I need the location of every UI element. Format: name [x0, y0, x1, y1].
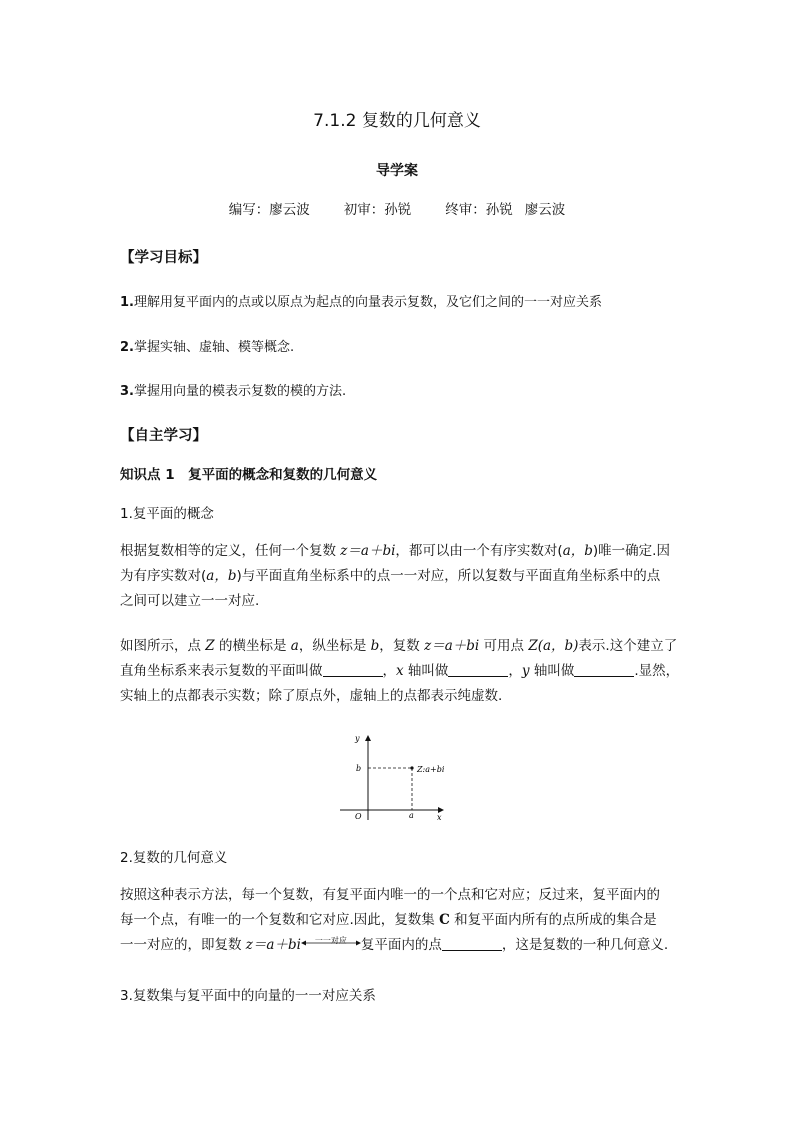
text: )唯一确定.因: [592, 543, 670, 559]
text: 一一对应的，即复数: [120, 937, 246, 953]
writer: 编写：廖云波: [228, 202, 310, 218]
staff-line: [0, 198, 794, 218]
objective-item: [120, 336, 294, 355]
objective-num: 1.: [120, 295, 134, 310]
text: ，复数: [379, 638, 425, 654]
origin-label: O: [355, 812, 362, 821]
text: 表示.这个建立了: [578, 638, 678, 654]
text: 直角坐标系来表示复数的平面叫做: [120, 663, 323, 679]
page-title: 7.1.2 复数的几何意义: [313, 111, 481, 131]
math: a: [290, 638, 299, 654]
objective-item: [120, 291, 602, 310]
a-tick-label: a: [409, 811, 414, 820]
objective-num: 3.: [120, 384, 134, 399]
section-self-study: 【自主学习】: [120, 428, 207, 444]
correspondence-arrow: [301, 935, 361, 949]
text: 之间可以建立一一对应.: [120, 593, 260, 609]
objective-text: 理解用复平面内的点或以原点为起点的向量表示复数，及它们之间的一一对应关系: [133, 295, 602, 310]
page-subtitle: 导学案: [376, 163, 418, 179]
text: 为有序实数对(: [120, 568, 207, 584]
text: 轴叫做: [529, 663, 575, 679]
arrow-label: 一一对应: [314, 936, 347, 945]
math: z＝a＋bi: [245, 937, 301, 953]
final-reviewer-2: 廖云波: [524, 202, 566, 218]
double-arrow-icon: [301, 939, 361, 947]
text: ，: [508, 663, 522, 679]
fill-blank[interactable]: [448, 662, 508, 677]
objective-num: 2.: [120, 340, 134, 355]
point-z: [410, 766, 413, 769]
math: b: [370, 638, 380, 654]
paragraph-2: [120, 634, 680, 709]
paragraph-1: [120, 539, 680, 614]
text: 按照这种表示方法，每一个复数，有复平面内唯一的一个点和它对应；反过来，复平面内的: [120, 887, 660, 903]
math: a，b: [562, 543, 593, 559]
subheading-1: 1.复平面的概念: [120, 506, 214, 522]
math: y: [521, 663, 530, 679]
text: 轴叫做: [403, 663, 449, 679]
knowledge-point-heading: 知识点 1 复平面的概念和复数的几何意义: [120, 467, 378, 483]
math: a，b: [206, 568, 237, 584]
text: 每一个点，有唯一的一个复数和它对应.因此，复数集: [120, 912, 440, 928]
text: 可用点: [479, 638, 529, 654]
math: z＝a＋bi: [424, 638, 480, 654]
reviewer: 初审：孙锐: [343, 202, 412, 218]
text: .显然，: [634, 663, 680, 679]
math: Z(a，b): [528, 638, 579, 654]
math: x: [396, 663, 404, 679]
paragraph-3: [120, 883, 680, 958]
text: 实轴上的点都表示实数；除了原点外，虚轴上的点都表示纯虚数.: [120, 688, 503, 704]
text: 和复平面内所有的点所成的集合是: [449, 912, 657, 928]
final-reviewer: 终审：孙锐: [445, 202, 513, 218]
fill-blank[interactable]: [442, 936, 502, 951]
complex-plane-figure: [335, 730, 455, 829]
math: z＝a＋bi: [340, 543, 396, 559]
text: ，都可以由一个有序实数对(: [395, 543, 563, 559]
point-label: Z:a+bi: [417, 765, 445, 774]
section-objectives: 【学习目标】: [120, 250, 207, 266]
text: 如图所示，点: [120, 638, 206, 654]
x-axis-label: x: [437, 813, 442, 822]
b-tick-label: b: [356, 764, 362, 773]
objective-text: 掌握实轴、虚轴、模等概念.: [133, 340, 295, 355]
math: Z: [205, 638, 215, 654]
objective-item: [120, 380, 346, 399]
y-axis-label: y: [355, 734, 360, 743]
subheading-3: 3.复数集与复平面中的向量的一一对应关系: [120, 988, 376, 1004]
complex-plane-diagram: [335, 730, 455, 825]
subheading-2: 2.复数的几何意义: [120, 850, 228, 866]
text: )与平面直角坐标系中的点一一对应，所以复数与平面直角坐标系中的点: [236, 568, 661, 584]
text: 复平面内的点: [360, 937, 442, 953]
text: 的横坐标是: [214, 638, 291, 654]
fill-blank[interactable]: [323, 662, 383, 677]
text: 根据复数相等的定义，任何一个复数: [120, 543, 341, 559]
objective-text: 掌握用向量的模表示复数的模的方法.: [133, 384, 347, 399]
set-symbol: C: [439, 912, 450, 928]
fill-blank[interactable]: [574, 662, 634, 677]
text: ，: [382, 663, 396, 679]
text: ，纵坐标是: [298, 638, 371, 654]
text: ，这是复数的一种几何意义.: [501, 937, 669, 953]
